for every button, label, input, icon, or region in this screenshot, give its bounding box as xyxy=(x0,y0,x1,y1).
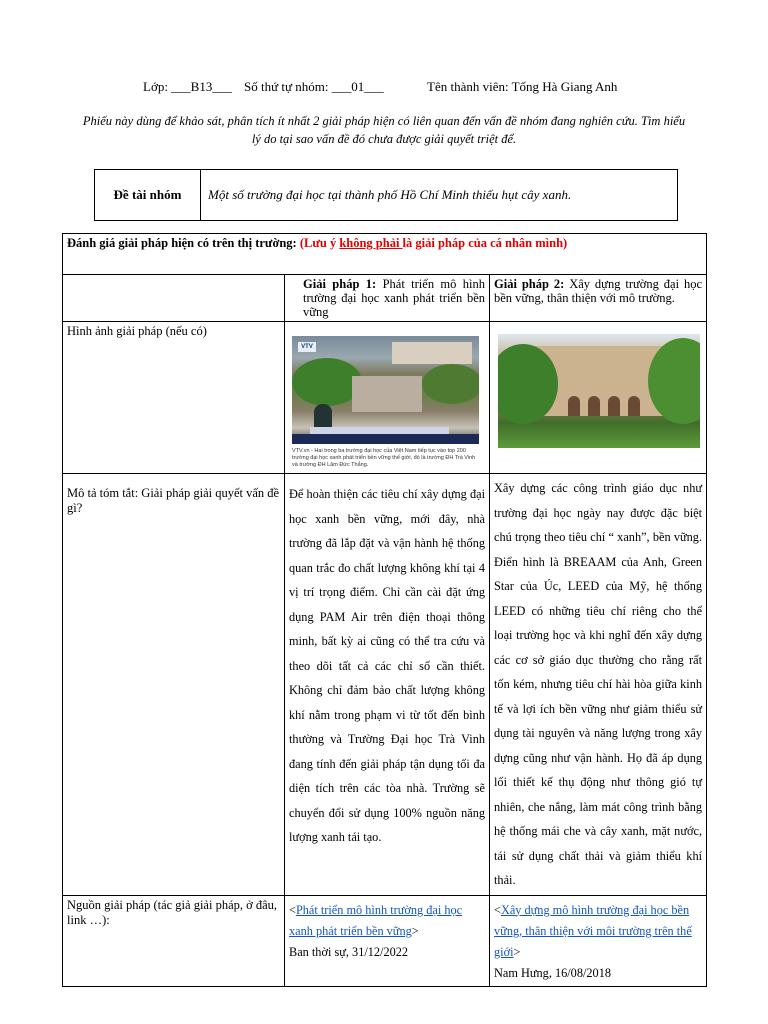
solution2-description: Xây dựng các công trình giáo dục như trường đại học ngày nay được đặc biệt chú trọng theo tiêu chí “ xanh”, bền vững. Điển hình là BREAAM của Anh, Green Star của Úc, LEED của Mỹ, hệ thống LEED có những tiêu chí riêng cho thể loại trường học và khi nghĩ đến xây dựng các cơ sở giáo dục thường cho rằng rất tốn kém, nhưng tiêu chí hài hòa giữa kinh tế và lợi ích bền vững như giảm thiểu sử dụng tài nguyên và năng lượng trong xây dựng cũng như vận hành. Họ đã áp dụng lối thiết kế thụ động như thông gió tự nhiên, che nắng, làm mát công trình bằng hệ thống mái che và cây xanh, mặt nước, tái sử dụng chất thải và giảm thiểu khí thải. xyxy=(490,474,707,896)
row-image-label: Hình ảnh giải pháp (nếu có) xyxy=(63,322,285,474)
member-label: Tên thành viên: Tống Hà Giang Anh xyxy=(427,79,618,94)
class-label: Lớp: ___B13___ xyxy=(143,79,232,94)
solution2-source xyxy=(490,895,707,986)
solution-header-row xyxy=(63,275,707,322)
gt-symbol: > xyxy=(411,923,419,938)
group-label: Số thứ tự nhóm: ___01___ xyxy=(244,79,384,94)
evaluation-table xyxy=(62,233,707,987)
solution2-author: Nam Hưng, 16/08/2018 xyxy=(494,965,611,980)
solution1-title: Giải pháp 1: xyxy=(303,277,377,291)
news-ticker-bar xyxy=(310,427,449,434)
image-row xyxy=(63,322,707,474)
arch-shape xyxy=(588,396,600,416)
vtv-logo-icon: VTV xyxy=(298,342,316,352)
video-controls-bar xyxy=(292,434,479,444)
intro-text: Phiếu này dùng để khảo sát, phân tích ít nhất 2 giải pháp hiện có liên quan đến vấn đề nhóm đang nghiên cứu. Tìm hiểu lý do tại sao vấn đề đó chưa được giải quyết triệt để. xyxy=(82,114,686,146)
gt-symbol: > xyxy=(513,944,521,959)
university-courtyard-image xyxy=(498,334,700,448)
solution1-description: Để hoàn thiện các tiêu chí xây dựng đại học xanh bền vững, mới đây, nhà trường đã lắp đặt và vận hành hệ thống quan trắc đo chất lượng không khí tại 4 vị trí trọng điểm. Chỉ cần cài đặt ứng dụng PAM Air trên điện thoại thông minh, bất kỳ ai cũng có thể tra cứu và theo dõi tất cả các chỉ số cần thiết. Không chỉ đảm bảo chất lượng không khí nằm trong phạm vi từ tốt đến bình thường và Trường Đại học Trà Vinh đang tính đến giải pháp tận dụng tối đa diện tích trên các tòa nhà. Trường sẽ chuyển đổi sử dụng 100% nguồn năng lượng xanh tái tạo. xyxy=(285,474,490,896)
topic-box xyxy=(94,169,678,221)
courtyard-shape xyxy=(352,376,422,412)
solution1-name: Phát triển mô hình trường đại học xanh phát triển bền vững xyxy=(303,277,486,319)
image1-caption: VTV.vn - Hai trong ba trường đại học của Việt Nam tiếp tục vào top 200 trường đại học xanh phát triển bền vững thế giới, đó là trường ĐH Trà Vinh và trường ĐH Lâm Đức Thắng. xyxy=(292,448,476,468)
solution1-image-cell xyxy=(285,322,490,474)
source-row xyxy=(63,895,707,986)
eval-heading-row xyxy=(63,234,707,275)
campus-aerial-image xyxy=(292,336,479,444)
arch-shape xyxy=(628,396,640,416)
eval-heading: Đánh giá giải pháp hiện có trên thị trường: xyxy=(67,236,297,250)
row-desc-label: Mô tả tóm tắt: Giải pháp giải quyết vấn đề gì? xyxy=(63,474,285,896)
solution2-header xyxy=(490,275,707,322)
solution2-name: Xây dựng trường đại học bền vững, thân thiện với mô trường. xyxy=(494,277,703,305)
description-row xyxy=(63,474,707,896)
topic-label: Đề tài nhóm xyxy=(95,170,201,220)
lt-symbol: < xyxy=(289,902,296,917)
eval-note-prefix: (Lưu ý xyxy=(299,236,340,250)
eval-note xyxy=(300,236,567,250)
row-source-label: Nguồn giải pháp (tác giả giải pháp, ở đâu, link …): xyxy=(63,895,285,986)
lt-symbol: < xyxy=(494,902,501,917)
empty-cell xyxy=(63,275,285,322)
solution1-source xyxy=(285,895,490,986)
building-shape xyxy=(392,342,472,364)
solution1-header xyxy=(285,275,490,322)
solution2-source-link[interactable]: Xây dựng mô hình trường đại học bền vững, thân thiện với môi trường trên thế giới xyxy=(494,902,692,959)
topic-value: Một số trường đại học tại thành phố Hồ Chí Minh thiếu hụt cây xanh. xyxy=(208,187,572,202)
solution1-author: Ban thời sự, 31/12/2022 xyxy=(289,944,409,959)
tree-shape xyxy=(422,364,479,404)
solution2-image-cell xyxy=(490,322,707,474)
arch-shape xyxy=(608,396,620,416)
eval-note-suffix: là giải pháp của cá nhân mình) xyxy=(402,236,568,250)
arch-shape xyxy=(568,396,580,416)
eval-heading-cell xyxy=(63,234,707,275)
eval-note-underlined: không phải xyxy=(339,236,403,250)
news-anchor-shape xyxy=(314,404,332,428)
solution2-title: Giải pháp 2: xyxy=(494,277,565,291)
solution1-source-link[interactable]: Phát triển mô hình trường đại học xanh phát triển bền vững xyxy=(289,902,463,938)
